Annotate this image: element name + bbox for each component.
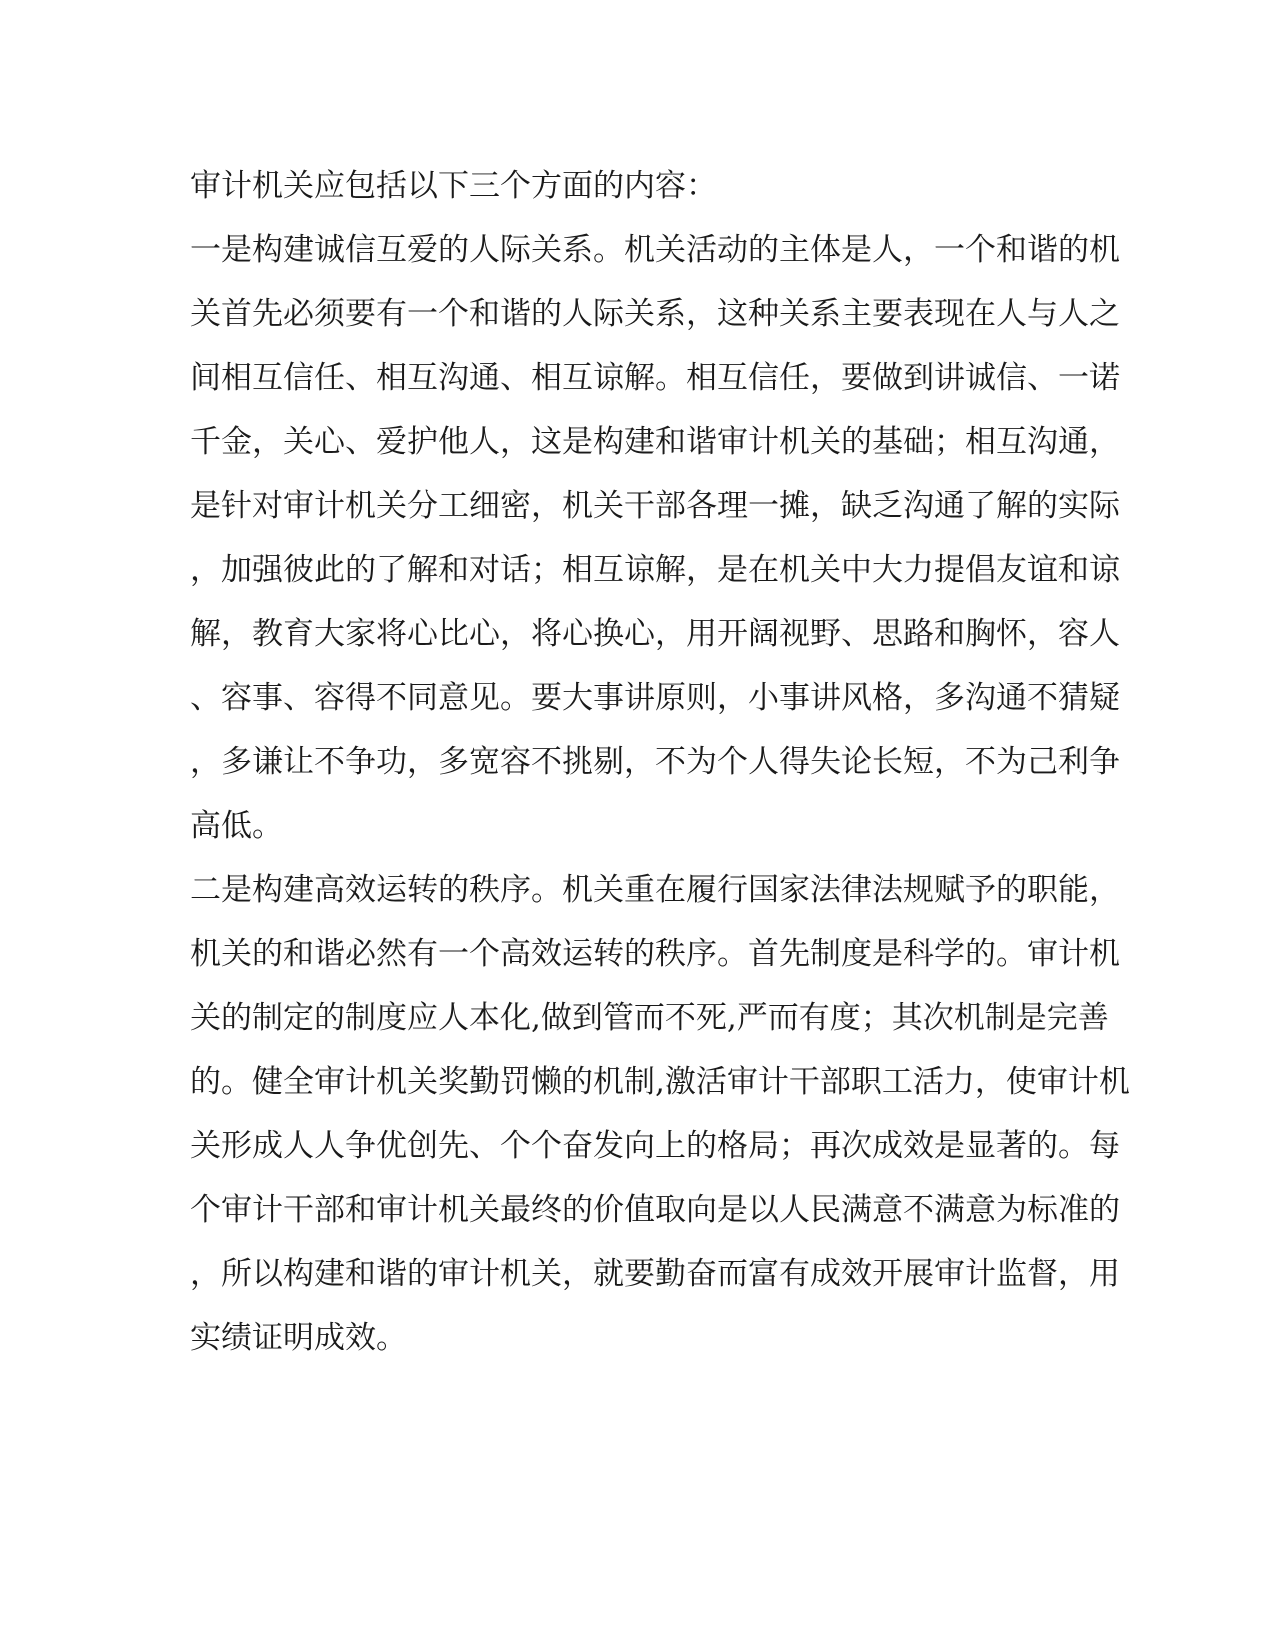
text-line: 、容事、容得不同意见。要大事讲原则，小事讲风格，多沟通不猜疑	[190, 680, 1120, 716]
text-line: ，所以构建和谐的审计机关，就要勤奋而富有成效开展审计监督，用	[190, 1256, 1120, 1292]
text-line: 一是构建诚信互爱的人际关系。机关活动的主体是人，一个和谐的机	[190, 232, 1120, 268]
text-line: 审计机关应包括以下三个方面的内容：	[190, 168, 717, 204]
document-body	[190, 154, 1130, 1370]
text-line: 实绩证明成效。	[190, 1320, 407, 1356]
text-line: 是针对审计机关分工细密，机关干部各理一摊，缺乏沟通了解的实际	[190, 488, 1120, 524]
text-line: 高低。	[190, 808, 283, 844]
text-line: 的。健全审计机关奖勤罚懒的机制,激活审计干部职工活力，使审计机	[190, 1064, 1130, 1100]
text-line: 个审计干部和审计机关最终的价值取向是以人民满意不满意为标准的	[190, 1192, 1120, 1228]
text-line: 间相互信任、相互沟通、相互谅解。相互信任，要做到讲诚信、一诺	[190, 360, 1120, 396]
text-line: 二是构建高效运转的秩序。机关重在履行国家法律法规赋予的职能，	[190, 872, 1120, 908]
text-line: 解，教育大家将心比心，将心换心，用开阔视野、思路和胸怀，容人	[190, 616, 1120, 652]
text-line: 关的制定的制度应人本化,做到管而不死,严而有度；其次机制是完善	[190, 1000, 1109, 1036]
text-line: ，多谦让不争功，多宽容不挑剔，不为个人得失论长短，不为己利争	[190, 744, 1120, 780]
text-line: 千金，关心、爱护他人，这是构建和谐审计机关的基础；相互沟通，	[190, 424, 1120, 460]
text-line: 关首先必须要有一个和谐的人际关系，这种关系主要表现在人与人之	[190, 296, 1120, 332]
text-line: ，加强彼此的了解和对话；相互谅解，是在机关中大力提倡友谊和谅	[190, 552, 1120, 588]
text-line: 机关的和谐必然有一个高效运转的秩序。首先制度是科学的。审计机	[190, 936, 1120, 972]
text-line: 关形成人人争优创先、个个奋发向上的格局；再次成效是显著的。每	[190, 1128, 1120, 1164]
